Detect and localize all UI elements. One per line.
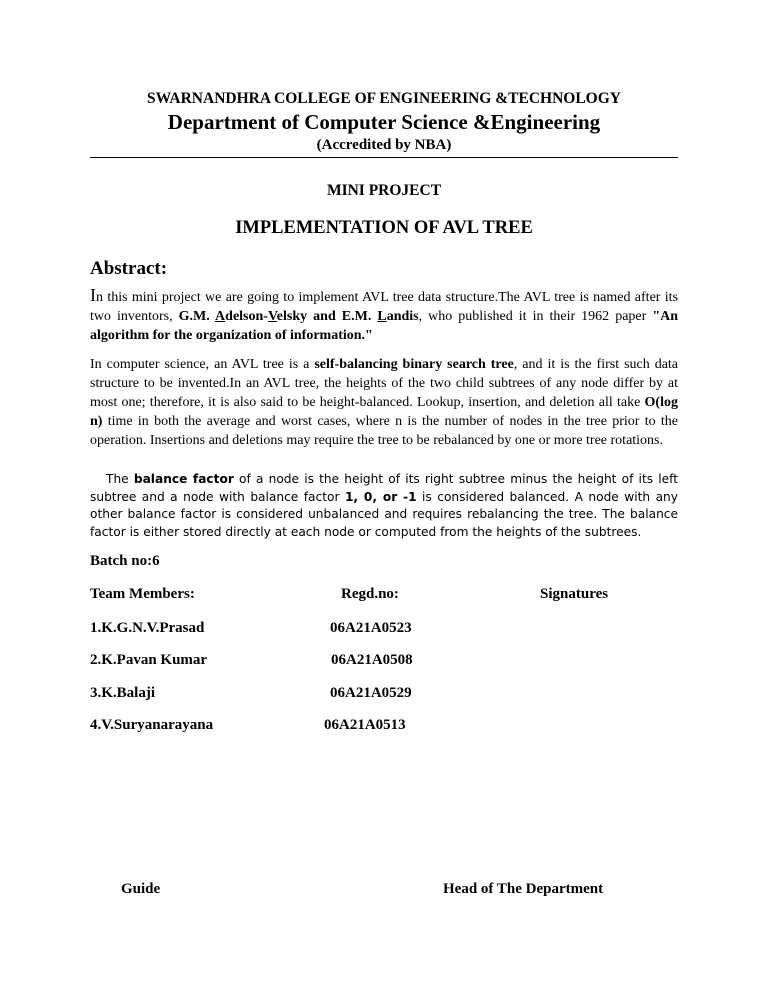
dropcap: I: [90, 285, 96, 305]
accreditation: (Accredited by NBA): [316, 137, 452, 153]
batch-number: Batch no:6: [90, 553, 160, 569]
p2-bold-2: O(log n): [90, 395, 678, 429]
author-part: elsky and E.M.: [276, 309, 378, 324]
hod-label: Head of The Department: [443, 881, 604, 897]
author-initial: A: [215, 309, 226, 324]
p3-text-1: The: [106, 472, 134, 486]
member-regd: 06A21A0508: [331, 652, 413, 668]
author-part: delson-: [225, 309, 268, 324]
abstract-paragraph-3: [90, 471, 678, 541]
p1-text-1: n this mini project we are going to implement AVL tree data structure.The AVL tree is named after its two inventors,: [90, 290, 678, 324]
member-regd: 06A21A0513: [324, 717, 406, 733]
p3-text-3: is considered balanced. A node with any other balance factor is considered unbalanced and requires rebalancing the tree. The balance factor is either stored directly at each node or computed from the heights of the subtrees.: [90, 489, 678, 539]
author-names: [179, 309, 419, 324]
abstract-paragraph-2: [90, 355, 678, 450]
department-name: Department of Computer Science &Engineering: [167, 110, 601, 134]
team-members-header: Team Members:: [90, 586, 195, 602]
member-name: 3.K.Balaji: [90, 685, 156, 701]
project-title: IMPLEMENTATION OF AVL TREE: [235, 218, 533, 238]
regd-no-header: Regd.no:: [341, 586, 399, 602]
project-label: MINI PROJECT: [326, 182, 442, 199]
signatures-header: Signatures: [540, 586, 609, 602]
p3-bold-1: balance factor: [133, 472, 234, 486]
p2-text-3: time in both the average and worst cases, where n is the number of nodes in the tree prior to the operation. Insertions and deletions may require the tree to be rebalanced by one or more tree rotations.: [90, 414, 678, 448]
p3-text-2: of a node is the height of its right subtree minus the height of its left subtree and a node with balance factor: [90, 472, 678, 504]
p2-text-2: , and it is the first such data structure to be invented.In an AVL tree, the heights of the two child subtrees of any node differ by at most one; therefore, it is also said to be height-balanced. Lookup, insertion, and deletion all take: [90, 357, 679, 410]
author-part: G.M.: [178, 309, 216, 324]
abstract-heading: Abstract:: [90, 258, 168, 279]
college-name: SWARNANDHRA COLLEGE OF ENGINEERING &TECHNOLOGY: [147, 90, 621, 107]
paper-title: "An algorithm for the organization of information.": [90, 309, 679, 343]
p1-text-2: , who published it in their 1962 paper: [418, 309, 653, 324]
member-regd: 06A21A0523: [330, 620, 412, 636]
p3-bold-2: 1, 0, or -1: [344, 489, 417, 504]
author-initial: V: [267, 309, 277, 324]
guide-label: Guide: [121, 881, 161, 897]
p2-bold-1: self-balancing binary search tree: [314, 357, 514, 372]
member-name: 2.K.Pavan Kumar: [90, 652, 208, 668]
member-name: 1.K.G.N.V.Prasad: [90, 620, 205, 636]
abstract-paragraph-1: [90, 285, 679, 345]
member-regd: 06A21A0529: [330, 685, 412, 701]
header-divider: [90, 157, 678, 158]
author-initial: L: [377, 309, 387, 324]
member-name: 4.V.Suryanarayana: [90, 717, 214, 733]
author-part: andis: [386, 309, 419, 324]
p2-text-1: In computer science, an AVL tree is a: [90, 357, 315, 372]
